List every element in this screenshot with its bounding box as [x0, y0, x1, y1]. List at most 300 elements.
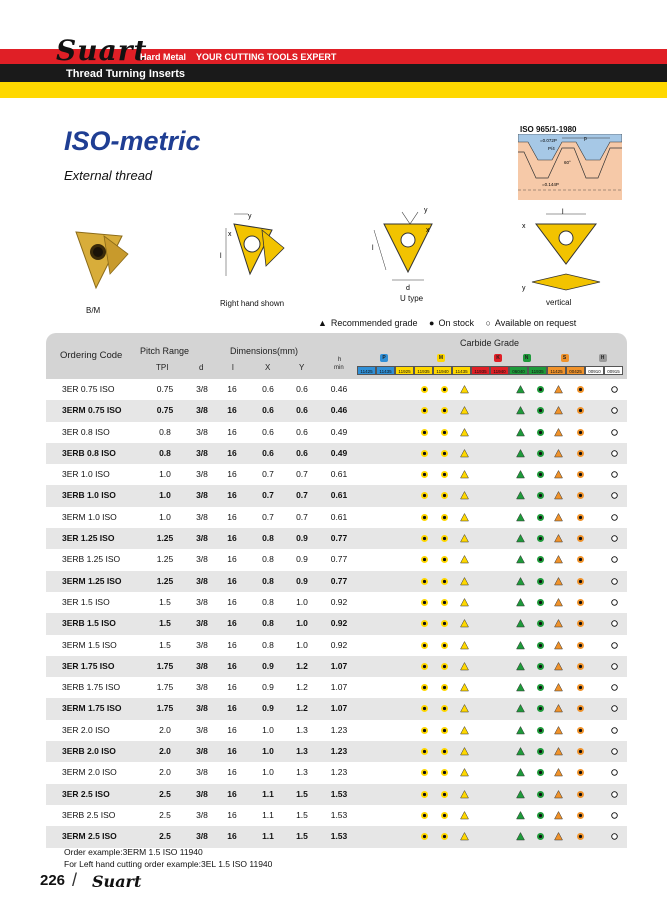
recommended-symbol — [516, 491, 525, 500]
recommended-icon: ▲ — [318, 318, 327, 328]
stock-symbol — [536, 726, 545, 735]
request-symbol — [610, 470, 619, 479]
cell-code: 3ERB 2.0 ISO — [62, 746, 116, 757]
recommended-symbol — [460, 385, 469, 394]
cell-y: 0.6 — [296, 447, 308, 458]
cell-code: 3ER 1.75 ISO — [62, 660, 115, 671]
cell-code: 3ERB 0.8 ISO — [62, 447, 116, 458]
th-h: h — [338, 357, 342, 363]
table-row — [46, 741, 627, 762]
recommended-symbol — [516, 768, 525, 777]
cell-x: 1.0 — [262, 746, 274, 757]
cell-x: 0.6 — [262, 426, 274, 437]
table-row — [46, 677, 627, 698]
v-x-label: x — [522, 223, 526, 230]
stock-symbol — [420, 428, 429, 437]
cell-x: 0.8 — [262, 554, 274, 565]
recommended-symbol — [516, 747, 525, 756]
cell-h: 0.61 — [330, 490, 348, 501]
request-symbol — [610, 832, 619, 841]
request-symbol — [610, 598, 619, 607]
th-tpi: TPI — [156, 363, 169, 372]
stock-symbol — [420, 619, 429, 628]
recommended-symbol — [554, 619, 563, 628]
recommended-symbol — [554, 811, 563, 820]
cell-h: 1.23 — [330, 724, 348, 735]
cell-tpi: 1.5 — [159, 639, 171, 650]
cell-tpi: 1.25 — [156, 554, 174, 565]
recommended-symbol — [516, 704, 525, 713]
u-type-insert-drawing — [370, 206, 442, 292]
cell-tpi: 0.75 — [156, 384, 174, 394]
cell-l: 16 — [227, 533, 237, 544]
stock-symbol — [440, 811, 449, 820]
recommended-symbol — [460, 513, 469, 522]
cell-y: 0.9 — [296, 554, 308, 565]
cell-d: 3/8 — [196, 596, 208, 607]
grade-column-header: 11435 — [452, 366, 471, 375]
recommended-symbol — [516, 811, 525, 820]
request-symbol — [610, 577, 619, 586]
request-symbol — [610, 385, 619, 394]
stock-symbol — [440, 555, 449, 564]
recommended-symbol — [460, 470, 469, 479]
page-subtitle: External thread — [64, 168, 153, 183]
recommended-symbol — [554, 470, 563, 479]
th-d: d — [199, 363, 204, 372]
recommended-symbol — [554, 513, 563, 522]
cell-l: 16 — [227, 809, 237, 820]
cell-x: 1.1 — [262, 809, 274, 820]
cell-d: 3/8 — [196, 533, 208, 544]
cell-code: 3ER 1.25 ISO — [62, 533, 115, 544]
recommended-symbol — [460, 790, 469, 799]
cell-code: 3ERM 1.75 ISO — [62, 703, 122, 714]
cell-l: 16 — [227, 575, 237, 586]
request-symbol — [610, 811, 619, 820]
cell-l: 16 — [227, 447, 237, 458]
grade-column-header: 11435 — [376, 366, 395, 375]
iso-group-badge: S — [561, 354, 569, 362]
cell-y: 1.0 — [296, 639, 308, 650]
recommended-symbol — [516, 534, 525, 543]
iso-diagram-b: =0.144P — [542, 182, 559, 187]
stock-symbol — [536, 619, 545, 628]
cell-tpi: 1.75 — [156, 682, 174, 693]
iso-group-badge: K — [494, 354, 502, 362]
cell-y: 1.5 — [296, 809, 308, 820]
cell-h: 1.23 — [330, 767, 348, 778]
cell-d: 3/8 — [196, 469, 208, 480]
stock-symbol — [420, 662, 429, 671]
v-l-label: l — [562, 209, 564, 216]
cell-h: 0.49 — [330, 426, 348, 437]
stock-symbol — [536, 811, 545, 820]
stock-symbol — [440, 747, 449, 756]
recommended-symbol — [554, 747, 563, 756]
stock-symbol — [536, 470, 545, 479]
request-symbol — [610, 747, 619, 756]
cell-code: 3ER 1.5 ISO — [62, 596, 110, 607]
recommended-symbol — [554, 641, 563, 650]
u-l-label: l — [372, 245, 374, 252]
cell-l: 16 — [227, 554, 237, 565]
recommended-symbol — [460, 619, 469, 628]
table-row — [46, 528, 627, 549]
recommended-symbol — [460, 811, 469, 820]
cell-code: 3ER 2.5 ISO — [62, 788, 110, 799]
stock-symbol — [420, 577, 429, 586]
stock-symbol — [440, 491, 449, 500]
recommended-symbol — [516, 385, 525, 394]
request-symbol — [610, 726, 619, 735]
cell-h: 0.61 — [330, 511, 348, 522]
table-row — [46, 720, 627, 741]
table-row — [46, 635, 627, 656]
cell-y: 0.7 — [296, 490, 308, 501]
cell-tpi: 1.5 — [159, 596, 171, 607]
iso-group-badge: M — [438, 355, 444, 361]
stock-symbol — [440, 683, 449, 692]
recommended-symbol — [460, 491, 469, 500]
recommended-symbol — [516, 555, 525, 564]
cell-y: 1.2 — [296, 703, 308, 714]
cell-h: 0.92 — [330, 596, 348, 607]
cell-code: 3ER 0.75 ISO — [62, 384, 115, 394]
recommended-symbol — [460, 768, 469, 777]
stock-symbol — [576, 491, 585, 500]
cell-x: 1.0 — [262, 724, 274, 735]
section-title: Thread Turning Inserts — [66, 68, 185, 80]
cell-y: 1.2 — [296, 682, 308, 693]
request-symbol — [610, 449, 619, 458]
vertical-insert-drawing — [516, 208, 612, 300]
cell-h: 1.53 — [330, 809, 348, 820]
recommended-symbol — [516, 832, 525, 841]
grade-column-header: 11935 — [414, 366, 433, 375]
cell-code: 3ERM 1.25 ISO — [62, 575, 122, 586]
recommended-symbol — [460, 534, 469, 543]
cell-x: 0.8 — [262, 639, 274, 650]
cell-tpi: 1.0 — [159, 469, 171, 480]
stock-symbol — [576, 832, 585, 841]
request-symbol — [610, 534, 619, 543]
cell-l: 16 — [227, 490, 237, 501]
cell-code: 3ERB 1.25 ISO — [62, 554, 121, 565]
request-symbol — [610, 641, 619, 650]
grade-column-header: 11935 — [471, 366, 490, 375]
stock-symbol — [536, 449, 545, 458]
stock-symbol — [420, 811, 429, 820]
table-row — [46, 507, 627, 528]
stock-symbol — [576, 598, 585, 607]
iso-diagram-p4: P/4 — [548, 146, 555, 151]
recommended-symbol — [460, 747, 469, 756]
page-logo: Suart — [92, 872, 142, 891]
cell-code: 3ER 0.8 ISO — [62, 426, 110, 437]
cell-l: 16 — [227, 767, 237, 778]
stock-symbol — [576, 726, 585, 735]
cell-h: 0.77 — [330, 554, 348, 565]
cell-x: 0.9 — [262, 682, 274, 693]
cell-code: 3ERM 2.5 ISO — [62, 831, 117, 842]
cell-tpi: 2.5 — [159, 809, 171, 820]
th-y: Y — [299, 363, 305, 372]
stock-symbol — [576, 747, 585, 756]
iso-diagram-a: =0.072P — [540, 138, 557, 143]
cell-tpi: 2.0 — [159, 767, 171, 778]
legend-recommended: Recommended grade — [330, 318, 418, 328]
right-hand-label: Right hand shown — [220, 299, 285, 308]
request-symbol — [610, 428, 619, 437]
stock-symbol — [536, 704, 545, 713]
cell-y: 0.7 — [296, 511, 308, 522]
iso-diagram-p: p — [584, 136, 587, 142]
stock-symbol — [440, 726, 449, 735]
brand-logo: Suart — [56, 34, 148, 67]
stock-symbol — [536, 385, 545, 394]
cell-d: 3/8 — [196, 703, 208, 714]
cell-l: 16 — [227, 724, 237, 735]
header-yellow-band — [0, 82, 667, 98]
th-x: X — [265, 363, 271, 372]
cell-h: 0.92 — [330, 639, 348, 650]
cell-d: 3/8 — [196, 426, 208, 437]
request-symbol — [610, 704, 619, 713]
cell-tpi: 1.25 — [156, 533, 174, 544]
cell-code: 3ERM 1.5 ISO — [62, 639, 117, 650]
request-symbol — [610, 768, 619, 777]
iso-group-badge: H — [599, 354, 607, 362]
table-row — [46, 464, 627, 485]
table-row — [46, 592, 627, 613]
grade-column-header: 11925 — [395, 366, 414, 375]
cell-l: 16 — [227, 405, 237, 416]
cell-tpi: 0.75 — [156, 405, 174, 416]
stock-symbol — [576, 577, 585, 586]
stock-symbol — [440, 598, 449, 607]
stock-symbol — [440, 768, 449, 777]
rh-y-label: y — [248, 213, 252, 220]
request-symbol — [610, 619, 619, 628]
cell-y: 0.9 — [296, 533, 308, 544]
cell-h: 1.07 — [330, 682, 348, 693]
cell-d: 3/8 — [196, 554, 208, 565]
th-l: l — [232, 363, 234, 372]
cell-h: 0.92 — [330, 618, 348, 629]
cell-y: 0.6 — [296, 405, 308, 416]
cell-x: 0.7 — [262, 490, 274, 501]
cell-x: 0.6 — [262, 405, 274, 416]
right-hand-insert-drawing — [214, 208, 294, 298]
stock-symbol — [440, 577, 449, 586]
stock-symbol — [536, 662, 545, 671]
cell-code: 3ERM 0.75 ISO — [62, 405, 122, 416]
recommended-symbol — [516, 641, 525, 650]
stock-symbol — [440, 449, 449, 458]
table-row — [46, 613, 627, 634]
cell-y: 0.6 — [296, 426, 308, 437]
recommended-symbol — [460, 428, 469, 437]
cell-x: 0.8 — [262, 596, 274, 607]
stock-symbol — [440, 832, 449, 841]
stock-symbol — [576, 811, 585, 820]
v-y-label: y — [522, 285, 526, 292]
recommended-symbol — [460, 449, 469, 458]
grade-column-header: 11425 — [357, 366, 376, 375]
cell-tpi: 1.0 — [159, 511, 171, 522]
cell-code: 3ERM 1.0 ISO — [62, 511, 117, 522]
cell-d: 3/8 — [196, 724, 208, 735]
stock-symbol — [420, 704, 429, 713]
stock-symbol — [420, 768, 429, 777]
request-symbol — [610, 406, 619, 415]
stock-symbol — [420, 385, 429, 394]
grade-column-header: 11940 — [433, 366, 452, 375]
u-y-label: y — [424, 207, 428, 214]
u-d-label: d — [406, 285, 410, 292]
recommended-symbol — [554, 449, 563, 458]
cell-x: 0.8 — [262, 533, 274, 544]
recommended-symbol — [460, 598, 469, 607]
legend-on-request: Available on request — [494, 318, 577, 328]
stock-symbol — [576, 555, 585, 564]
cell-x: 0.8 — [262, 575, 274, 586]
recommended-symbol — [516, 683, 525, 692]
cell-l: 16 — [227, 682, 237, 693]
recommended-symbol — [516, 449, 525, 458]
stock-symbol — [440, 704, 449, 713]
cell-d: 3/8 — [196, 384, 208, 394]
page-divider: / — [72, 870, 78, 890]
recommended-symbol — [554, 790, 563, 799]
stock-symbol — [440, 641, 449, 650]
stock-symbol — [576, 619, 585, 628]
stock-symbol — [536, 577, 545, 586]
cell-y: 1.3 — [296, 746, 308, 757]
stock-symbol — [576, 683, 585, 692]
cell-d: 3/8 — [196, 618, 208, 629]
stock-symbol — [420, 449, 429, 458]
table-row — [46, 549, 627, 570]
cell-code: 3ER 1.0 ISO — [62, 469, 110, 480]
stock-symbol — [576, 406, 585, 415]
cell-l: 16 — [227, 618, 237, 629]
cell-l: 16 — [227, 831, 237, 842]
cell-h: 0.46 — [330, 384, 348, 394]
th-pitch-range: Pitch Range — [140, 346, 190, 356]
cell-d: 3/8 — [196, 660, 208, 671]
grade-column-header: 11425 — [547, 366, 566, 375]
stock-symbol — [576, 768, 585, 777]
table-row — [46, 784, 627, 805]
cell-h: 1.07 — [330, 660, 348, 671]
tag-hard-metal: Hard Metal — [140, 52, 187, 62]
cell-tpi: 1.75 — [156, 703, 174, 714]
cell-d: 3/8 — [196, 639, 208, 650]
recommended-symbol — [460, 406, 469, 415]
table-body — [46, 379, 627, 848]
recommended-symbol — [516, 662, 525, 671]
cell-d: 3/8 — [196, 405, 208, 416]
recommended-symbol — [554, 385, 563, 394]
table-row — [46, 443, 627, 464]
cell-l: 16 — [227, 596, 237, 607]
cell-tpi: 2.0 — [159, 724, 171, 735]
recommended-symbol — [460, 726, 469, 735]
cell-d: 3/8 — [196, 682, 208, 693]
cell-tpi: 1.0 — [159, 490, 171, 501]
recommended-symbol — [460, 577, 469, 586]
cell-l: 16 — [227, 639, 237, 650]
cell-tpi: 0.8 — [159, 426, 171, 437]
stock-symbol — [576, 641, 585, 650]
recommended-symbol — [516, 470, 525, 479]
stock-symbol — [440, 513, 449, 522]
grade-column-header: 00425 — [566, 366, 585, 375]
cell-h: 0.77 — [330, 533, 348, 544]
request-symbol — [610, 555, 619, 564]
u-type-label: U type — [400, 294, 424, 303]
table-row — [46, 422, 627, 443]
cell-h: 0.49 — [330, 447, 348, 458]
cell-x: 0.8 — [262, 618, 274, 629]
stock-symbol — [576, 513, 585, 522]
th-ordering-code: Ordering Code — [60, 350, 123, 361]
stock-symbol — [420, 790, 429, 799]
legend-on-stock: On stock — [438, 318, 474, 328]
cell-h: 1.07 — [330, 703, 348, 714]
cell-x: 1.1 — [262, 788, 274, 799]
cell-d: 3/8 — [196, 831, 208, 842]
insert-label: B/M — [86, 306, 101, 315]
iso-thread-profile-diagram — [518, 134, 622, 200]
table-header — [46, 333, 627, 379]
cell-tpi: 1.5 — [159, 618, 171, 629]
stock-symbol — [420, 747, 429, 756]
legend — [318, 318, 580, 328]
cell-y: 1.3 — [296, 767, 308, 778]
cell-d: 3/8 — [196, 746, 208, 757]
recommended-symbol — [554, 598, 563, 607]
cell-code: 3ER 2.0 ISO — [62, 724, 110, 735]
stock-symbol — [440, 428, 449, 437]
cell-y: 1.2 — [296, 660, 308, 671]
iso-group-badge: P — [380, 354, 388, 362]
recommended-symbol — [554, 555, 563, 564]
stock-symbol — [420, 491, 429, 500]
recommended-symbol — [516, 406, 525, 415]
stock-symbol — [420, 513, 429, 522]
grade-column-header: 11935 — [528, 366, 547, 375]
cell-d: 3/8 — [196, 767, 208, 778]
stock-symbol — [576, 385, 585, 394]
iso-diagram-angle: 60° — [564, 160, 571, 165]
stock-symbol — [536, 428, 545, 437]
recommended-symbol — [554, 768, 563, 777]
grade-column-header: 00910 — [585, 366, 604, 375]
cell-x: 1.1 — [262, 831, 274, 842]
recommended-symbol — [554, 662, 563, 671]
cell-l: 16 — [227, 469, 237, 480]
cell-tpi: 1.75 — [156, 660, 174, 671]
stock-symbol — [576, 470, 585, 479]
u-x-label: x — [426, 227, 430, 234]
table-row — [46, 571, 627, 592]
cell-h: 1.53 — [330, 831, 348, 842]
cell-l: 16 — [227, 426, 237, 437]
recommended-symbol — [554, 726, 563, 735]
